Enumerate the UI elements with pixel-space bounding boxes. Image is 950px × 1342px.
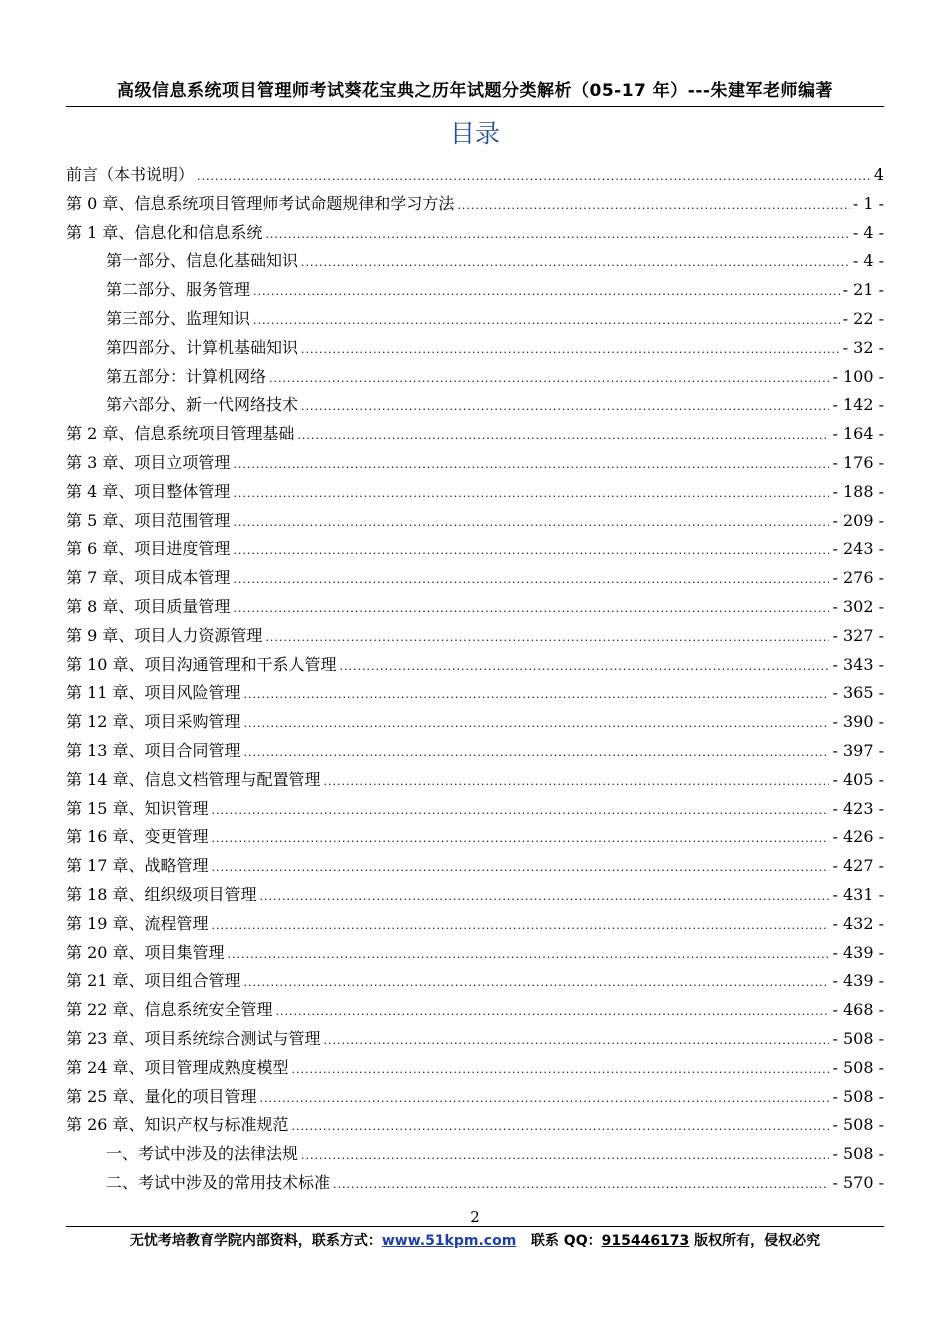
toc-entry-label: 第 16 章、变更管理 [66,827,209,847]
toc-entry[interactable] [66,564,884,593]
toc-entry-label: 第 7 章、项目成本管理 [66,568,231,588]
qq-number: 915446173 [601,1233,690,1249]
toc-entry-label: 第 1 章、信息化和信息系统 [66,222,263,242]
toc-entry-label: 第五部分：计算机网络 [106,366,267,386]
toc-entry-page: - 209 - [832,510,884,530]
toc-leader-dots [276,998,830,1027]
toc-leader-dots [292,1056,830,1085]
toc-entry[interactable] [66,1140,884,1169]
toc-leader-dots [260,1085,830,1114]
toc-entry-label: 第 3 章、项目立项管理 [66,452,231,472]
toc-entry[interactable] [66,507,884,536]
toc-entry-label: 第一部分、信息化基础知识 [106,251,299,271]
toc-entry-page: - 431 - [832,884,884,904]
toc-leader-dots [292,1113,830,1142]
toc-entry[interactable] [66,161,884,190]
toc-entry-page: - 302 - [832,596,884,616]
toc-entry[interactable] [66,996,884,1025]
toc-entry-page: - 4 - [852,222,884,242]
toc-entry-page: - 439 - [832,942,884,962]
toc-leader-dots [233,480,829,509]
toc-entry[interactable] [66,363,884,392]
toc-leader-dots [228,941,830,970]
toc-entry-page: - 176 - [832,452,884,472]
toc-entry-label: 第 0 章、信息系统项目管理师考试命题规律和学习方法 [66,193,455,213]
toc-entry-label: 第 13 章、项目合同管理 [66,740,241,760]
table-of-contents [66,161,884,1198]
toc-entry[interactable] [66,795,884,824]
document-header: 高级信息系统项目管理师考试葵花宝典之历年试题分类解析（05-17 年）---朱建军老师编著 [117,81,833,101]
toc-leader-dots [233,537,829,566]
toc-leader-dots [212,797,830,826]
toc-leader-dots [260,883,830,912]
toc-leader-dots [253,278,840,307]
toc-entry-page: - 423 - [832,798,884,818]
footer-suffix: 版权所有，侵权必究 [694,1233,821,1249]
toc-entry[interactable] [66,1025,884,1054]
toc-entry[interactable] [66,334,884,363]
toc-leader-dots [324,1027,830,1056]
toc-entry[interactable] [66,305,884,334]
toc-leader-dots [197,163,871,192]
toc-leader-dots [301,393,829,422]
toc-entry-page: - 343 - [832,654,884,674]
toc-entry[interactable] [66,1083,884,1112]
toc-entry[interactable] [66,622,884,651]
toc-entry[interactable] [66,910,884,939]
toc-entry-page: - 508 - [832,1144,884,1164]
toc-entry-page: - 21 - [842,280,884,300]
toc-entry-page: - 427 - [832,856,884,876]
toc-leader-dots [301,249,850,278]
header-rule [66,106,884,107]
toc-entry-page: - 276 - [832,568,884,588]
toc-entry[interactable] [66,593,884,622]
toc-entry[interactable] [66,737,884,766]
toc-entry[interactable] [66,708,884,737]
toc-leader-dots [244,739,830,768]
toc-entry-label: 二、考试中涉及的常用技术标准 [106,1172,331,1192]
toc-entry-label: 第 17 章、战略管理 [66,856,209,876]
toc-entry-label: 前言（本书说明） [66,165,195,184]
toc-entry-label: 第 26 章、知识产权与标准规范 [66,1115,289,1135]
toc-entry-label: 第 9 章、项目人力资源管理 [66,625,263,645]
toc-entry[interactable] [66,939,884,968]
toc-leader-dots [301,1142,829,1171]
toc-leader-dots [253,307,840,336]
toc-leader-dots [212,825,830,854]
toc-leader-dots [233,595,829,624]
toc-entry-page: - 164 - [832,424,884,444]
footer-rule [66,1226,884,1227]
toc-entry-page: - 22 - [842,308,884,328]
toc-entry-page: - 100 - [832,366,884,386]
toc-entry-label: 第 25 章、量化的项目管理 [66,1086,257,1106]
toc-leader-dots [265,624,829,653]
toc-entry-page: - 243 - [832,539,884,559]
toc-leader-dots [233,566,829,595]
toc-leader-dots [212,912,830,941]
toc-entry-label: 第 22 章、信息系统安全管理 [66,1000,273,1020]
toc-entry-label: 第 19 章、流程管理 [66,913,209,933]
toc-title: 目录 [449,119,500,148]
toc-entry[interactable] [66,478,884,507]
toc-entry-label: 第 23 章、项目系统综合测试与管理 [66,1028,321,1048]
toc-entry-label: 第四部分、计算机基础知识 [106,337,299,357]
toc-leader-dots [340,653,830,682]
toc-entry-page: - 390 - [832,712,884,732]
toc-entry[interactable] [66,823,884,852]
toc-entry-label: 第三部分、监理知识 [106,308,251,328]
page-number: 2 [470,1208,480,1226]
toc-entry-page: - 508 - [832,1028,884,1048]
document-footer [40,1230,910,1250]
toc-entry-label: 第 6 章、项目进度管理 [66,539,231,559]
toc-entry[interactable] [66,391,884,420]
toc-leader-dots [233,451,829,480]
toc-entry-page: - 439 - [832,971,884,991]
toc-entry[interactable] [66,852,884,881]
toc-entry-label: 第 14 章、信息文档管理与配置管理 [66,769,321,789]
toc-leader-dots [233,509,829,538]
toc-entry-page: - 142 - [832,395,884,415]
toc-entry[interactable] [66,247,884,276]
toc-entry-page: 4 [873,165,884,184]
toc-entry-label: 第 20 章、项目集管理 [66,942,225,962]
toc-leader-dots [244,969,830,998]
toc-entry-page: - 327 - [832,625,884,645]
toc-entry[interactable] [66,651,884,680]
toc-entry-page: - 432 - [832,913,884,933]
toc-entry[interactable] [66,535,884,564]
toc-leader-dots [333,1171,829,1200]
toc-entry-label: 第 18 章、组织级项目管理 [66,884,257,904]
toc-entry[interactable] [66,190,884,219]
toc-entry-label: 第六部分、新一代网络技术 [106,395,299,415]
toc-entry-page: - 468 - [832,1000,884,1020]
toc-entry-page: - 426 - [832,827,884,847]
toc-entry-page: - 508 - [832,1086,884,1106]
toc-entry-label: 第二部分、服务管理 [106,280,251,300]
footer-qq-label: 联系 QQ： [530,1233,602,1249]
toc-entry-page: - 508 - [832,1057,884,1077]
toc-entry[interactable] [66,276,884,305]
toc-entry-label: 第 21 章、项目组合管理 [66,971,241,991]
footer-prefix: 无忧考培教育学院内部资料，联系方式： [129,1233,382,1249]
toc-leader-dots [244,681,830,710]
toc-entry-label: 第 2 章、信息系统项目管理基础 [66,424,295,444]
toc-entry-label: 第 24 章、项目管理成熟度模型 [66,1057,289,1077]
toc-entry-label: 第 11 章、项目风险管理 [66,683,241,703]
toc-entry[interactable] [66,766,884,795]
toc-entry[interactable] [66,219,884,248]
toc-entry-page: - 405 - [832,769,884,789]
toc-entry-page: - 365 - [832,683,884,703]
toc-entry[interactable] [66,420,884,449]
toc-entry[interactable] [66,1169,884,1198]
toc-entry-label: 第 10 章、项目沟通管理和干系人管理 [66,654,337,674]
toc-entry[interactable] [66,967,884,996]
website-link[interactable]: www.51kpm.com [381,1233,517,1249]
toc-leader-dots [265,221,849,250]
toc-leader-dots [301,336,840,365]
toc-entry-label: 第 12 章、项目采购管理 [66,712,241,732]
toc-entry[interactable] [66,881,884,910]
toc-leader-dots [457,192,849,221]
toc-entry[interactable] [66,1054,884,1083]
toc-leader-dots [297,422,829,451]
toc-leader-dots [269,365,829,394]
toc-entry-label: 第 15 章、知识管理 [66,798,209,818]
toc-entry-label: 第 8 章、项目质量管理 [66,596,231,616]
toc-entry[interactable] [66,679,884,708]
toc-leader-dots [212,854,830,883]
toc-entry-page: - 397 - [832,740,884,760]
toc-leader-dots [244,710,830,739]
toc-entry-page: - 508 - [832,1115,884,1135]
toc-entry-page: - 188 - [832,481,884,501]
toc-entry[interactable] [66,1111,884,1140]
toc-entry[interactable] [66,449,884,478]
toc-entry-label: 第 4 章、项目整体管理 [66,481,231,501]
toc-entry-page: - 4 - [852,251,884,271]
toc-entry-page: - 570 - [832,1172,884,1192]
toc-entry-label: 第 5 章、项目范围管理 [66,510,231,530]
toc-entry-page: - 1 - [852,193,884,213]
toc-entry-page: - 32 - [842,337,884,357]
toc-leader-dots [324,768,830,797]
toc-entry-label: 一、考试中涉及的法律法规 [106,1144,299,1164]
